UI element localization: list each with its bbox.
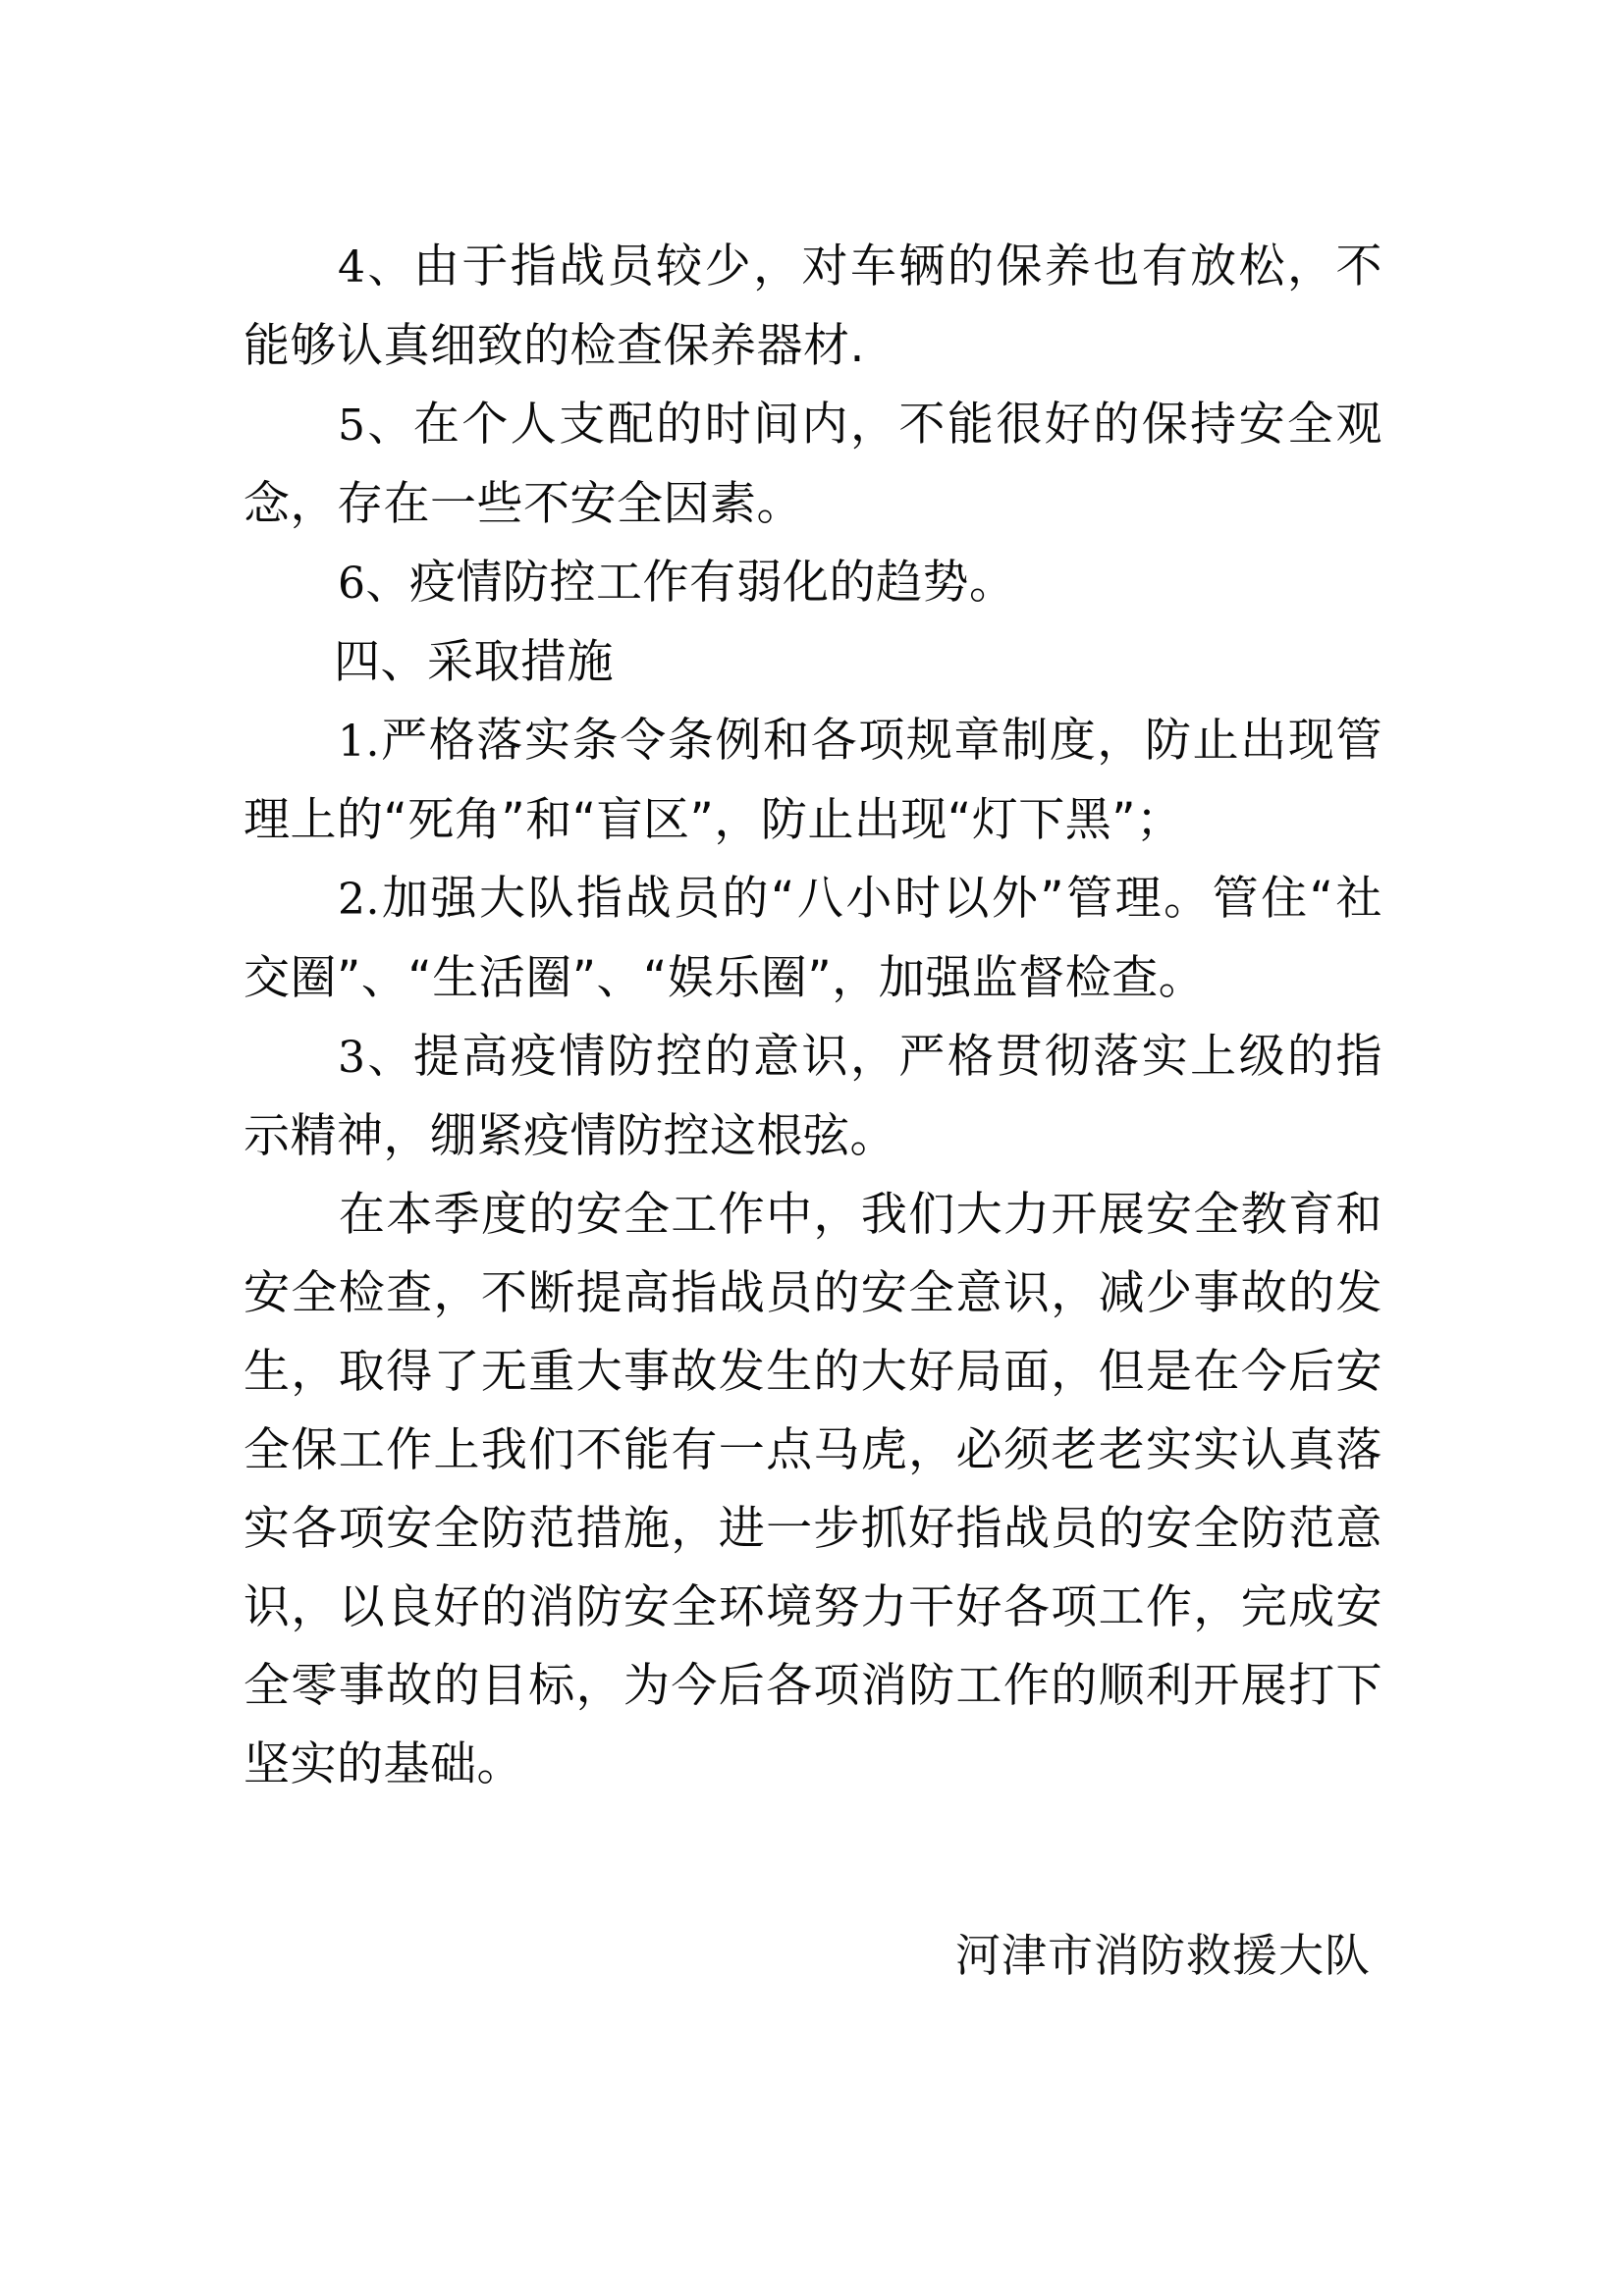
list-marker: 3、 — [338, 1033, 413, 1083]
paragraph-text: 在本季度的安全工作中，我们大力开展安全教育和安全检查，不断提高指战员的安全意识，减少事故的发生，取得了无重大事故发生的大好局面，但是在今后安全保工作上我们不能有一点马虎，必须老老实实认真落实各项安全防范措施，进一步抓好指战员的安全防范意识，以良好的消防安全环境努力干好各项工作，完成安全零事故的目标，为今后各项消防工作的顺利开展打下坚实的基础。 — [244, 1188, 1382, 1791]
paragraph-measure-3 — [244, 1018, 1382, 1176]
paragraph-measure-1 — [244, 702, 1382, 860]
paragraph-text: 提高疫情防控的意识，严格贯彻落实上级的指示精神，绷紧疫情防控这根弦。 — [244, 1030, 1383, 1163]
paragraph-item-4 — [244, 228, 1382, 386]
document-body — [244, 228, 1382, 1804]
paragraph-text: 严格落实条令条例和各项规章制度，防止出现管理上的“死角”和“盲区”，防止出现“灯下黑”； — [244, 714, 1382, 847]
list-marker: 6、 — [338, 559, 409, 609]
paragraph-item-5 — [244, 386, 1382, 544]
section-heading-text: 四、采取措施 — [334, 635, 614, 689]
paragraph-measure-2 — [244, 860, 1382, 1018]
list-marker: 4、 — [338, 242, 413, 293]
paragraph-item-6 — [244, 544, 1382, 623]
section-heading-four — [244, 623, 1382, 702]
paragraph-text: 由于指战员较少，对车辆的保养也有放松，不能够认真细致的检查保养器材. — [244, 240, 1383, 373]
paragraph-summary — [244, 1176, 1382, 1804]
list-marker: 1. — [338, 717, 380, 767]
list-marker: 2. — [338, 875, 380, 925]
list-marker: 5、 — [338, 400, 413, 451]
paragraph-text: 疫情防控工作有弱化的趋势。 — [409, 556, 1016, 610]
paragraph-text: 加强大队指战员的“八小时以外”管理。管住“社交圈”、“生活圈”、“娱乐圈”，加强监督检查。 — [244, 872, 1382, 1005]
closing-block — [244, 1916, 1382, 1995]
paragraph-text: 在个人支配的时间内，不能很好的保持安全观念，存在一些不安全因素。 — [244, 398, 1383, 531]
signature-organization: 河津市消防救援大队 — [955, 1929, 1371, 1982]
